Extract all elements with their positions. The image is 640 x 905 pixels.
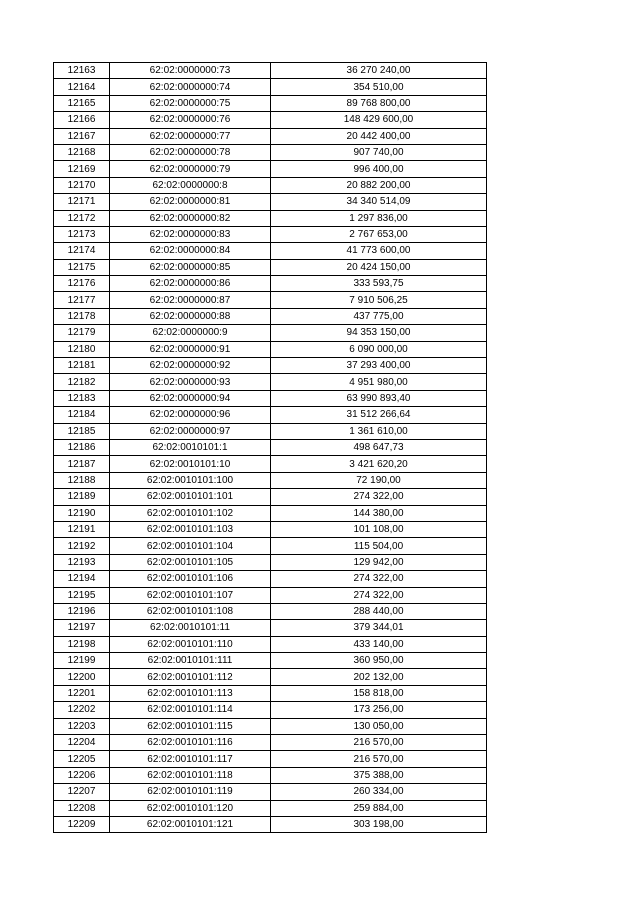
cadastral-number-cell: 62:02:0000000:94 (110, 390, 271, 406)
cadastral-number-cell: 62:02:0010101:101 (110, 489, 271, 505)
row-number-cell: 12179 (54, 325, 110, 341)
table-row (54, 718, 487, 734)
cadastral-value-cell: 7 910 506,25 (271, 292, 487, 308)
table-row (54, 521, 487, 537)
cadastral-value-cell: 1 361 610,00 (271, 423, 487, 439)
cadastral-number-cell: 62:02:0010101:1 (110, 439, 271, 455)
cadastral-number-cell: 62:02:0000000:76 (110, 112, 271, 128)
cadastral-value-cell: 202 132,00 (271, 669, 487, 685)
cadastral-value-cell: 89 768 800,00 (271, 95, 487, 111)
table-row (54, 636, 487, 652)
cadastral-value-cell: 996 400,00 (271, 161, 487, 177)
cadastral-value-cell: 115 504,00 (271, 538, 487, 554)
row-number-cell: 12181 (54, 358, 110, 374)
cadastral-number-cell: 62:02:0010101:117 (110, 751, 271, 767)
table-row (54, 194, 487, 210)
row-number-cell: 12182 (54, 374, 110, 390)
table-row (54, 472, 487, 488)
cadastral-number-cell: 62:02:0000000:82 (110, 210, 271, 226)
table-row (54, 735, 487, 751)
cadastral-number-cell: 62:02:0000000:87 (110, 292, 271, 308)
cadastral-value-cell: 6 090 000,00 (271, 341, 487, 357)
cadastral-number-cell: 62:02:0010101:119 (110, 784, 271, 800)
row-number-cell: 12206 (54, 767, 110, 783)
cadastral-number-cell: 62:02:0010101:121 (110, 816, 271, 832)
row-number-cell: 12163 (54, 63, 110, 79)
table-row (54, 112, 487, 128)
cadastral-value-cell: 3 421 620,20 (271, 456, 487, 472)
cadastral-value-cell: 274 322,00 (271, 587, 487, 603)
cadastral-value-cell: 260 334,00 (271, 784, 487, 800)
row-number-cell: 12178 (54, 308, 110, 324)
row-number-cell: 12209 (54, 816, 110, 832)
cadastral-value-cell: 379 344,01 (271, 620, 487, 636)
row-number-cell: 12204 (54, 735, 110, 751)
row-number-cell: 12172 (54, 210, 110, 226)
cadastral-number-cell: 62:02:0010101:110 (110, 636, 271, 652)
row-number-cell: 12193 (54, 554, 110, 570)
cadastral-number-cell: 62:02:0000000:86 (110, 276, 271, 292)
cadastral-number-cell: 62:02:0010101:112 (110, 669, 271, 685)
row-number-cell: 12197 (54, 620, 110, 636)
cadastral-number-cell: 62:02:0000000:77 (110, 128, 271, 144)
row-number-cell: 12176 (54, 276, 110, 292)
table-row (54, 325, 487, 341)
table-row (54, 489, 487, 505)
cadastral-number-cell: 62:02:0010101:107 (110, 587, 271, 603)
table-row (54, 505, 487, 521)
table-row (54, 571, 487, 587)
row-number-cell: 12180 (54, 341, 110, 357)
row-number-cell: 12202 (54, 702, 110, 718)
cadastral-number-cell: 62:02:0000000:92 (110, 358, 271, 374)
row-number-cell: 12183 (54, 390, 110, 406)
row-number-cell: 12195 (54, 587, 110, 603)
cadastral-number-cell: 62:02:0000000:88 (110, 308, 271, 324)
table-row (54, 816, 487, 832)
table-row (54, 702, 487, 718)
cadastral-number-cell: 62:02:0000000:79 (110, 161, 271, 177)
cadastral-number-cell: 62:02:0010101:10 (110, 456, 271, 472)
cadastral-value-cell: 498 647,73 (271, 439, 487, 455)
cadastral-value-cell: 41 773 600,00 (271, 243, 487, 259)
cadastral-number-cell: 62:02:0000000:91 (110, 341, 271, 357)
cadastral-number-cell: 62:02:0000000:97 (110, 423, 271, 439)
table-row (54, 177, 487, 193)
cadastral-number-cell: 62:02:0000000:96 (110, 407, 271, 423)
row-number-cell: 12167 (54, 128, 110, 144)
cadastral-number-cell: 62:02:0000000:78 (110, 144, 271, 160)
row-number-cell: 12198 (54, 636, 110, 652)
row-number-cell: 12194 (54, 571, 110, 587)
cadastral-number-cell: 62:02:0010101:111 (110, 653, 271, 669)
cadastral-value-cell: 375 388,00 (271, 767, 487, 783)
cadastral-number-cell: 62:02:0010101:115 (110, 718, 271, 734)
cadastral-value-cell: 31 512 266,64 (271, 407, 487, 423)
cadastral-number-cell: 62:02:0000000:84 (110, 243, 271, 259)
cadastral-value-cell: 37 293 400,00 (271, 358, 487, 374)
row-number-cell: 12192 (54, 538, 110, 554)
cadastral-value-cell: 216 570,00 (271, 735, 487, 751)
cadastral-value-cell: 173 256,00 (271, 702, 487, 718)
row-number-cell: 12188 (54, 472, 110, 488)
table-row (54, 587, 487, 603)
cadastral-number-cell: 62:02:0010101:103 (110, 521, 271, 537)
table-row (54, 669, 487, 685)
table-row (54, 63, 487, 79)
table-row (54, 653, 487, 669)
cadastral-value-cell: 72 190,00 (271, 472, 487, 488)
cadastral-number-cell: 62:02:0010101:114 (110, 702, 271, 718)
table-row (54, 144, 487, 160)
row-number-cell: 12203 (54, 718, 110, 734)
cadastral-value-cell: 36 270 240,00 (271, 63, 487, 79)
cadastral-value-cell: 216 570,00 (271, 751, 487, 767)
row-number-cell: 12190 (54, 505, 110, 521)
cadastral-value-cell: 907 740,00 (271, 144, 487, 160)
cadastral-number-cell: 62:02:0010101:11 (110, 620, 271, 636)
table-row (54, 226, 487, 242)
cadastral-value-cell: 360 950,00 (271, 653, 487, 669)
row-number-cell: 12175 (54, 259, 110, 275)
cadastral-value-cell: 288 440,00 (271, 603, 487, 619)
table-body (54, 63, 487, 833)
cadastral-number-cell: 62:02:0010101:113 (110, 685, 271, 701)
cadastral-number-cell: 62:02:0010101:118 (110, 767, 271, 783)
cadastral-number-cell: 62:02:0000000:8 (110, 177, 271, 193)
table-row (54, 243, 487, 259)
row-number-cell: 12173 (54, 226, 110, 242)
cadastral-number-cell: 62:02:0010101:105 (110, 554, 271, 570)
row-number-cell: 12185 (54, 423, 110, 439)
cadastral-value-cell: 130 050,00 (271, 718, 487, 734)
cadastral-value-cell: 333 593,75 (271, 276, 487, 292)
row-number-cell: 12168 (54, 144, 110, 160)
cadastral-value-cell: 2 767 653,00 (271, 226, 487, 242)
row-number-cell: 12199 (54, 653, 110, 669)
row-number-cell: 12166 (54, 112, 110, 128)
cadastral-value-table (53, 62, 487, 833)
table-row (54, 128, 487, 144)
table-row (54, 620, 487, 636)
cadastral-number-cell: 62:02:0000000:73 (110, 63, 271, 79)
table-row (54, 210, 487, 226)
table-row (54, 800, 487, 816)
table-row (54, 456, 487, 472)
cadastral-number-cell: 62:02:0000000:85 (110, 259, 271, 275)
cadastral-value-cell: 101 108,00 (271, 521, 487, 537)
table-row (54, 341, 487, 357)
cadastral-number-cell: 62:02:0000000:83 (110, 226, 271, 242)
row-number-cell: 12171 (54, 194, 110, 210)
cadastral-value-cell: 4 951 980,00 (271, 374, 487, 390)
table-row (54, 603, 487, 619)
table-row (54, 161, 487, 177)
cadastral-number-cell: 62:02:0010101:102 (110, 505, 271, 521)
cadastral-number-cell: 62:02:0000000:74 (110, 79, 271, 95)
row-number-cell: 12201 (54, 685, 110, 701)
row-number-cell: 12205 (54, 751, 110, 767)
table-row (54, 390, 487, 406)
table-row (54, 407, 487, 423)
cadastral-value-cell: 20 424 150,00 (271, 259, 487, 275)
table-row (54, 259, 487, 275)
cadastral-value-cell: 144 380,00 (271, 505, 487, 521)
row-number-cell: 12189 (54, 489, 110, 505)
table-row (54, 358, 487, 374)
cadastral-number-cell: 62:02:0010101:116 (110, 735, 271, 751)
table-row (54, 292, 487, 308)
row-number-cell: 12200 (54, 669, 110, 685)
table-row (54, 95, 487, 111)
table-row (54, 308, 487, 324)
cadastral-number-cell: 62:02:0010101:104 (110, 538, 271, 554)
cadastral-value-cell: 63 990 893,40 (271, 390, 487, 406)
table-row (54, 685, 487, 701)
cadastral-number-cell: 62:02:0000000:93 (110, 374, 271, 390)
table-row (54, 751, 487, 767)
cadastral-value-cell: 274 322,00 (271, 571, 487, 587)
row-number-cell: 12184 (54, 407, 110, 423)
cadastral-number-cell: 62:02:0000000:75 (110, 95, 271, 111)
cadastral-value-cell: 94 353 150,00 (271, 325, 487, 341)
cadastral-value-cell: 34 340 514,09 (271, 194, 487, 210)
cadastral-value-cell: 437 775,00 (271, 308, 487, 324)
cadastral-number-cell: 62:02:0000000:81 (110, 194, 271, 210)
row-number-cell: 12191 (54, 521, 110, 537)
cadastral-value-cell: 1 297 836,00 (271, 210, 487, 226)
cadastral-value-cell: 148 429 600,00 (271, 112, 487, 128)
table-row (54, 767, 487, 783)
cadastral-value-cell: 433 140,00 (271, 636, 487, 652)
row-number-cell: 12165 (54, 95, 110, 111)
cadastral-value-cell: 158 818,00 (271, 685, 487, 701)
table-row (54, 538, 487, 554)
cadastral-number-cell: 62:02:0010101:100 (110, 472, 271, 488)
row-number-cell: 12196 (54, 603, 110, 619)
cadastral-number-cell: 62:02:0010101:108 (110, 603, 271, 619)
cadastral-value-cell: 129 942,00 (271, 554, 487, 570)
row-number-cell: 12170 (54, 177, 110, 193)
row-number-cell: 12208 (54, 800, 110, 816)
cadastral-number-cell: 62:02:0010101:106 (110, 571, 271, 587)
table-row (54, 439, 487, 455)
table-row (54, 276, 487, 292)
cadastral-value-cell: 354 510,00 (271, 79, 487, 95)
row-number-cell: 12169 (54, 161, 110, 177)
row-number-cell: 12207 (54, 784, 110, 800)
cadastral-value-cell: 274 322,00 (271, 489, 487, 505)
cadastral-value-cell: 303 198,00 (271, 816, 487, 832)
cadastral-number-cell: 62:02:0000000:9 (110, 325, 271, 341)
table-row (54, 374, 487, 390)
table-row (54, 79, 487, 95)
table-row (54, 423, 487, 439)
row-number-cell: 12186 (54, 439, 110, 455)
cadastral-number-cell: 62:02:0010101:120 (110, 800, 271, 816)
table-row (54, 554, 487, 570)
cadastral-value-cell: 259 884,00 (271, 800, 487, 816)
row-number-cell: 12164 (54, 79, 110, 95)
row-number-cell: 12177 (54, 292, 110, 308)
cadastral-value-cell: 20 442 400,00 (271, 128, 487, 144)
row-number-cell: 12174 (54, 243, 110, 259)
table-row (54, 784, 487, 800)
cadastral-value-cell: 20 882 200,00 (271, 177, 487, 193)
row-number-cell: 12187 (54, 456, 110, 472)
